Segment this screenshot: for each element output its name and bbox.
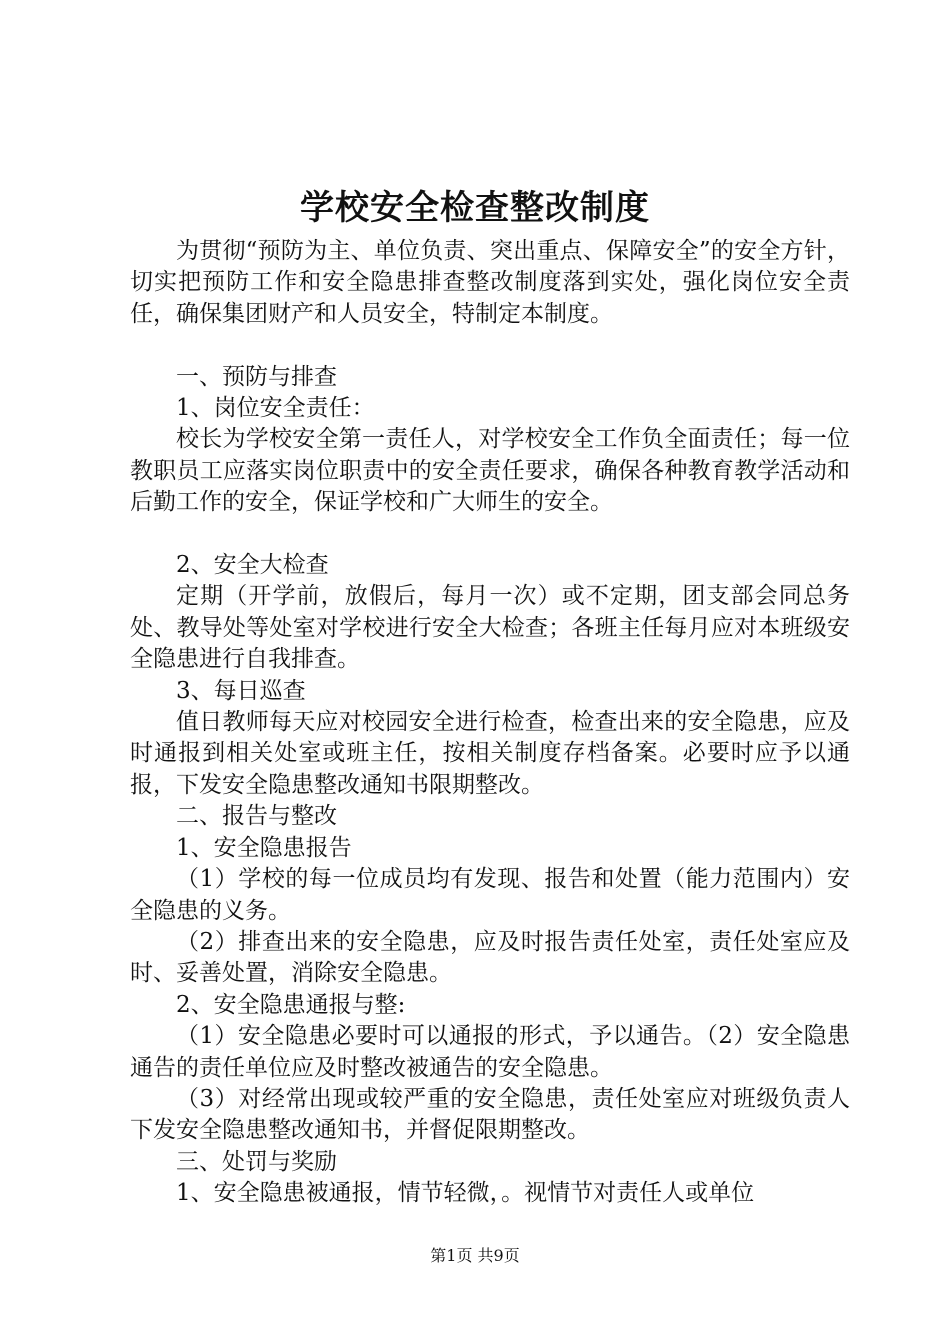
- intro-paragraph: 为贯彻“预防为主、单位负责、突出重点、保障安全”的安全方针，切实把预防工作和安全隐患排查整改制度落到实处，强化岗位安全责任，确保集团财产和人员安全，特制定本制度。: [130, 238, 850, 327]
- subheading-daily-patrol: 3、每日巡查: [176, 677, 306, 704]
- subheading-hazard-notice: 2、安全隐患通报与整:: [176, 991, 406, 1018]
- page-footer: 第1页 共9页: [430, 1246, 520, 1265]
- paragraph-report-item-1: （1）学校的每一位成员均有发现、报告和处置（能力范围内）安全隐患的义务。: [130, 866, 850, 924]
- paragraph-report-item-2: （2）排查出来的安全隐患，应及时报告责任处室，责任处室应及时、妥善处置，消除安全隐患。: [130, 928, 850, 987]
- paragraph-notice-item-3: （3）对经常出现或较严重的安全隐患，责任处室应对班级负责人下发安全隐患整改通知书，并督促限期整改。: [130, 1085, 850, 1144]
- section-heading-prevention: 一、预防与排查: [176, 363, 337, 390]
- document-body: [130, 236, 850, 1210]
- subheading-post-responsibility: 1、岗位安全责任：: [176, 395, 375, 422]
- section-heading-penalty: 三、处罚与奖励: [176, 1148, 337, 1175]
- subheading-safety-inspection: 2、安全大检查: [176, 552, 329, 579]
- paragraph-daily-patrol: 值日教师每天应对校园安全进行检查，检查出来的安全隐患，应及时通报到相关处室或班主任，按相关制度存档备案。必要时应予以通报，下发安全隐患整改通知书限期整改。: [130, 709, 850, 798]
- paragraph-penalty-item-1: 1、安全隐患被通报，情节轻微，。视情节对责任人或单位: [176, 1180, 755, 1207]
- paragraph-post-responsibility: 校长为学校安全第一责任人，对学校安全工作负全面责任；每一位教职员工应落实岗位职责中的安全责任要求，确保各种教育教学活动和后勤工作的安全，保证学校和广大师生的安全。: [130, 426, 850, 516]
- document-title: 学校安全检查整改制度: [300, 188, 650, 228]
- paragraph-safety-inspection: 定期（开学前，放假后，每月一次）或不定期，团支部会同总务处、教导处等处室对学校进行安全大检查；各班主任每月应对本班级安全隐患进行自我排查。: [130, 583, 850, 673]
- subheading-hazard-report: 1、安全隐患报告: [176, 834, 352, 861]
- paragraph-notice-items-1-2: （1）安全隐患必要时可以通报的形式，予以通告。（2）安全隐患通告的责任单位应及时整改被通告的安全隐患。: [130, 1023, 850, 1081]
- section-heading-report: 二、报告与整改: [176, 803, 337, 830]
